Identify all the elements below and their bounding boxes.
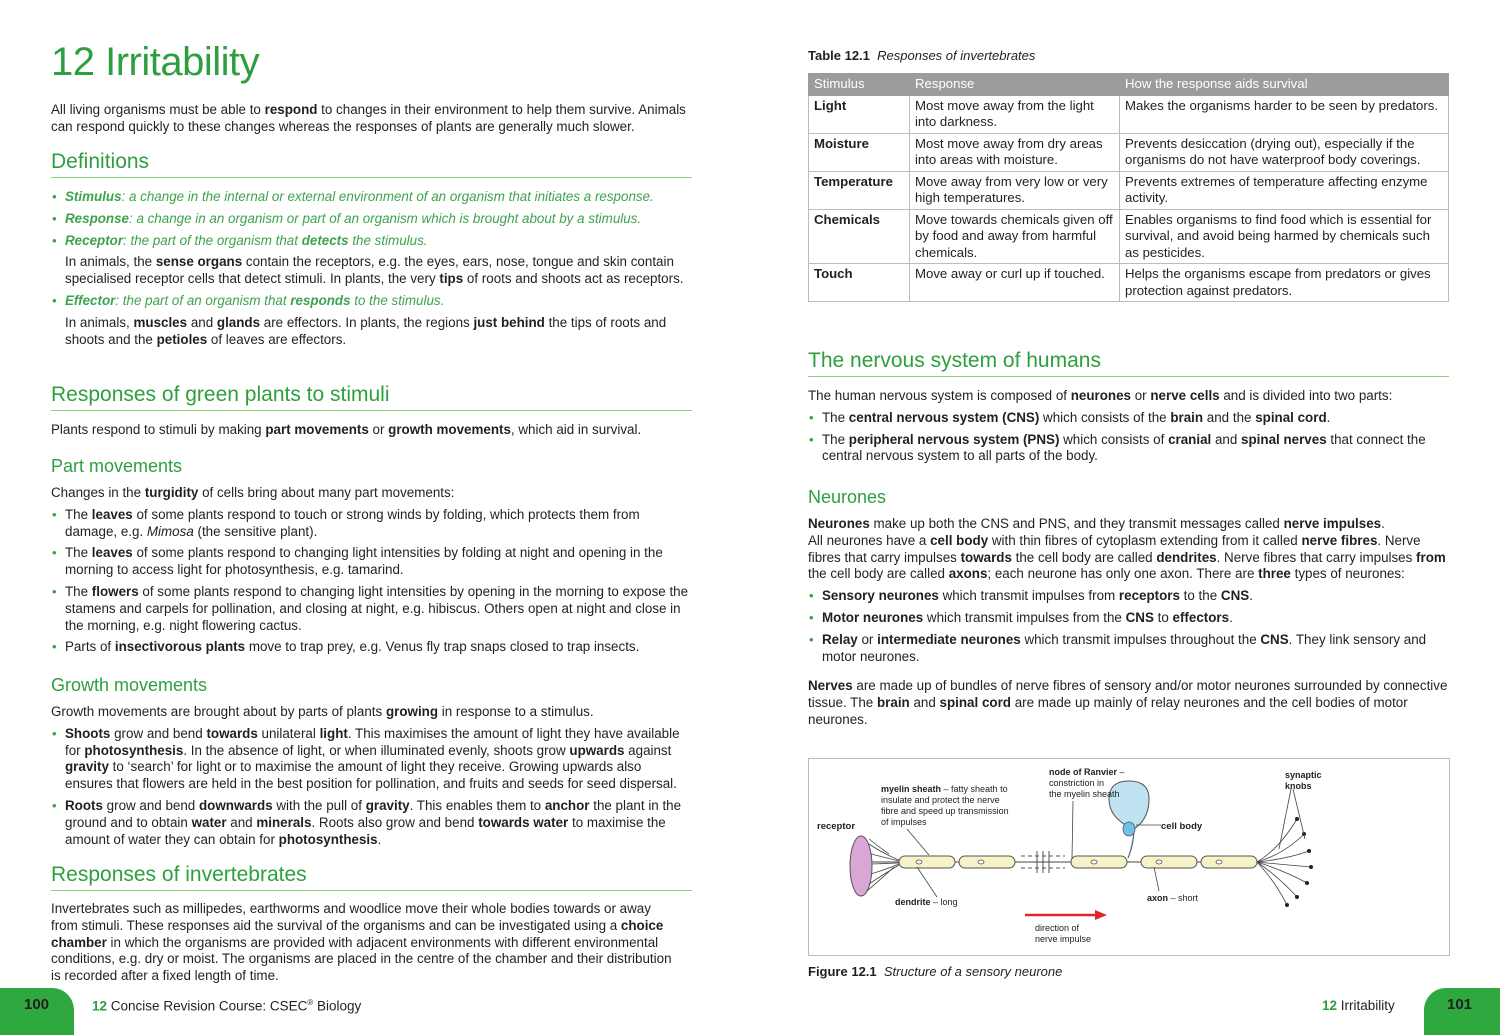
list-item-motor: • Motor neurones which transmit impulses from the CNS to effectors.	[808, 610, 1449, 627]
table-row	[809, 95, 1449, 133]
growth-movements-intro: Growth movements are brought about by parts of plants growing in response to a stimulus.	[51, 704, 594, 719]
list-item-cns: • The central nervous system (CNS) which consists of the brain and the spinal cord.	[808, 410, 1449, 427]
definition-stimulus: • Stimulus: a change in the internal or external environment of an organism that initiates a response.	[51, 189, 692, 206]
definition-response: • Response: a change in an organism or part of an organism which is brought about by a stimulus.	[51, 211, 692, 228]
part-movements-heading: Part movements	[51, 456, 183, 476]
footer-right: 12 Irritability	[1322, 998, 1395, 1013]
invertebrates-heading: Responses of invertebrates	[51, 863, 692, 891]
effector-note: In animals, muscles and glands are effectors. In plants, the regions just behind the tips of roots and shoots and the petioles of leaves are effectors.	[65, 314, 667, 347]
list-item: • The leaves of some plants respond to changing light intensities by folding at night and opening in the morning to access light for photosynthesis, e.g. tamarind.	[51, 545, 692, 579]
sensory-neurone-diagram	[809, 759, 1449, 955]
list-item-roots: • Roots grow and bend downwards with the pull of gravity. This enables them to anchor the plant in the ground and to obtain water and minerals. Roots also grow and bend towards water to maximise the amount of water they can obtain for photosynthesis.	[51, 798, 692, 848]
list-item-sensory: • Sensory neurones which transmit impulses from receptors to the CNS.	[808, 588, 1449, 605]
table-cell: Enables organisms to find food which is essential for survival, and avoid being harmed by chemicals such as pesticides.	[1120, 209, 1449, 264]
part-movements-block	[51, 485, 692, 656]
definitions-list	[51, 189, 692, 348]
impulse-arrow-head	[1095, 910, 1107, 920]
nerves-paragraph: Nerves are made up of bundles of nerve fibres of sensory and/or motor neurones surrounded by connective tissue. The brain and spinal cord are made up mainly of relay neurones and the cell bodies of motor neurones.	[808, 678, 1448, 727]
definitions-heading: Definitions	[51, 150, 692, 178]
table-cell: Prevents desiccation (drying out), especially if the organisms do not have waterproof body coverings.	[1120, 133, 1449, 171]
list-item: • The leaves of some plants respond to touch or strong winds by folding, which protects them from damage, e.g. Mimosa (the sensitive plant).	[51, 507, 692, 541]
table-cell: Helps the organisms escape from predators or gives protection against predators.	[1120, 264, 1449, 302]
myelin-sheath-segments	[899, 856, 1257, 868]
table-cell: Move away from very low or very high temperatures.	[910, 171, 1120, 209]
label-direction: direction of	[1035, 923, 1080, 933]
header-stimulus: Stimulus	[809, 74, 910, 96]
part-movements-intro: Changes in the turgidity of cells bring about many part movements:	[51, 485, 455, 500]
neurones-block	[808, 516, 1449, 729]
table-cell: Moisture	[809, 133, 910, 171]
page-number-left: 100	[24, 996, 50, 1013]
table-cell: Light	[809, 95, 910, 133]
list-item: • The flowers of some plants respond to changing light intensities by opening in the morning to expose the stamens and carpels for pollination, and closing at night, e.g. hibiscus. Others open at night and close in the morning, e.g. night flowering cactus.	[51, 584, 692, 634]
growth-movements-block	[51, 704, 692, 848]
label-axon: axon – short	[1147, 893, 1199, 903]
header-survival: How the response aids survival	[1120, 74, 1449, 96]
header-response: Response	[910, 74, 1120, 96]
table-cell: Most move away from the light into darkness.	[910, 95, 1120, 133]
plants-intro: Plants respond to stimuli by making part movements or growth movements, which aid in survival.	[51, 422, 642, 437]
label-myelin-line4: of impulses	[881, 817, 927, 827]
label-node-line3: the myelin sheath	[1049, 789, 1120, 799]
label-node-line2: constriction in	[1049, 778, 1105, 788]
nervous-system-heading: The nervous system of humans	[808, 349, 1449, 377]
sensory-neurone-figure	[808, 758, 1450, 956]
list-item: • Parts of insectivorous plants move to trap prey, e.g. Venus fly trap snaps closed to trap insects.	[51, 639, 692, 656]
page-number-right: 101	[1447, 996, 1473, 1013]
table-cell: Move away or curl up if touched.	[910, 264, 1120, 302]
table-caption: Table 12.1 Responses of invertebrates	[808, 48, 1036, 63]
nervous-intro: The human nervous system is composed of neurones or nerve cells and is divided into two parts:	[808, 388, 1393, 403]
table-cell: Touch	[809, 264, 910, 302]
table-row	[809, 171, 1449, 209]
receptor-note: In animals, the sense organs contain the receptors, e.g. the eyes, ears, nose, tongue and skin contain specialised receptor cells that detect stimuli. In plants, the very tips of roots and shoots act as receptors.	[65, 254, 684, 287]
table-cell: Most move away from dry areas into areas with moisture.	[910, 133, 1120, 171]
table-cell: Makes the organisms harder to be seen by predators.	[1120, 95, 1449, 133]
label-cell-body: cell body	[1161, 821, 1203, 832]
neurones-para1: Neurones make up both the CNS and PNS, and they transmit messages called nerve impulses.	[808, 516, 1385, 531]
table-cell: Move towards chemicals given off by food and away from harmful chemicals.	[910, 209, 1120, 264]
nervous-system-block	[808, 388, 1449, 465]
label-myelin-line2: insulate and protect the nerve	[881, 795, 1000, 805]
label-receptor: receptor	[817, 821, 856, 832]
list-item-pns: • The peripheral nervous system (PNS) which consists of cranial and spinal nerves that connect the central nervous system to all parts of the body.	[808, 432, 1449, 466]
chapter-title: 12 Irritability	[51, 40, 260, 84]
neurones-heading: Neurones	[808, 487, 887, 507]
neurones-para2: All neurones have a cell body with thin fibres of cytoplasm extending from it called nerve fibres. Nerve fibres that carry impulses towards the cell body are called dendrites. Nerve fibres that carry impulses from the cell body are called axons; each neurone has only one axon. There are three types of neurones:	[808, 532, 1446, 582]
plants-heading: Responses of green plants to stimuli	[51, 383, 692, 411]
label-dendrite: dendrite – long	[895, 897, 958, 907]
label-myelin-line3: fibre and speed up transmission	[881, 806, 1009, 816]
receptor-shape	[850, 836, 872, 896]
table-row	[809, 133, 1449, 171]
growth-movements-heading: Growth movements	[51, 675, 208, 695]
list-item-shoots: • Shoots grow and bend towards unilateral light. This maximises the amount of light they have available for photosynthesis. In the absence of light, or when illuminated evenly, shoots grow upwards against gravity to ‘search’ for light or to maximise the amount of light they receive. Growing upwards also ensures that flowers are held in the best position for pollination, and fruits and seeds for seed dispersal.	[51, 726, 692, 793]
invertebrate-responses-table	[808, 73, 1449, 302]
table-cell: Temperature	[809, 171, 910, 209]
definition-effector: • Effector: the part of an organism that responds to the stimulus.	[51, 293, 692, 310]
label-myelin-sheath: myelin sheath – fatty sheath to	[881, 784, 1008, 794]
intro-paragraph: All living organisms must be able to respond to changes in their environment to help them survive. Animals can respond quickly to these changes whereas the responses of plants are generally much slower.	[51, 102, 686, 134]
list-item-relay: • Relay or intermediate neurones which transmit impulses throughout the CNS. They link sensory and motor neurones.	[808, 632, 1449, 666]
table-header-row	[809, 74, 1449, 96]
table-cell: Prevents extremes of temperature affecting enzyme activity.	[1120, 171, 1449, 209]
label-nerve-impulse: nerve impulse	[1035, 934, 1092, 944]
invertebrates-paragraph: Invertebrates such as millipedes, earthworms and woodlice move their whole bodies towards or away from stimuli. These responses aid the survival of the organisms and can be investigated using a choice chamber in which the organisms are provided with adjacent environments with different environmental conditions, e.g. dry or moist. The organisms are placed in the centre of the chamber and their distribution is recorded after a fixed length of time.	[51, 901, 672, 984]
table-cell: Chemicals	[809, 209, 910, 264]
table-row	[809, 264, 1449, 302]
figure-caption: Figure 12.1 Structure of a sensory neurone	[808, 964, 1063, 979]
cell-body-nucleus	[1123, 822, 1135, 836]
footer-left: 12 Concise Revision Course: CSEC® Biology	[92, 998, 362, 1014]
label-node-of-ranvier: node of Ranvier –	[1049, 767, 1125, 777]
label-knobs: knobs	[1285, 781, 1312, 791]
definition-receptor: • Receptor: the part of the organism that detects the stimulus.	[51, 233, 692, 250]
table-row	[809, 209, 1449, 264]
label-synaptic: synaptic	[1285, 770, 1322, 780]
